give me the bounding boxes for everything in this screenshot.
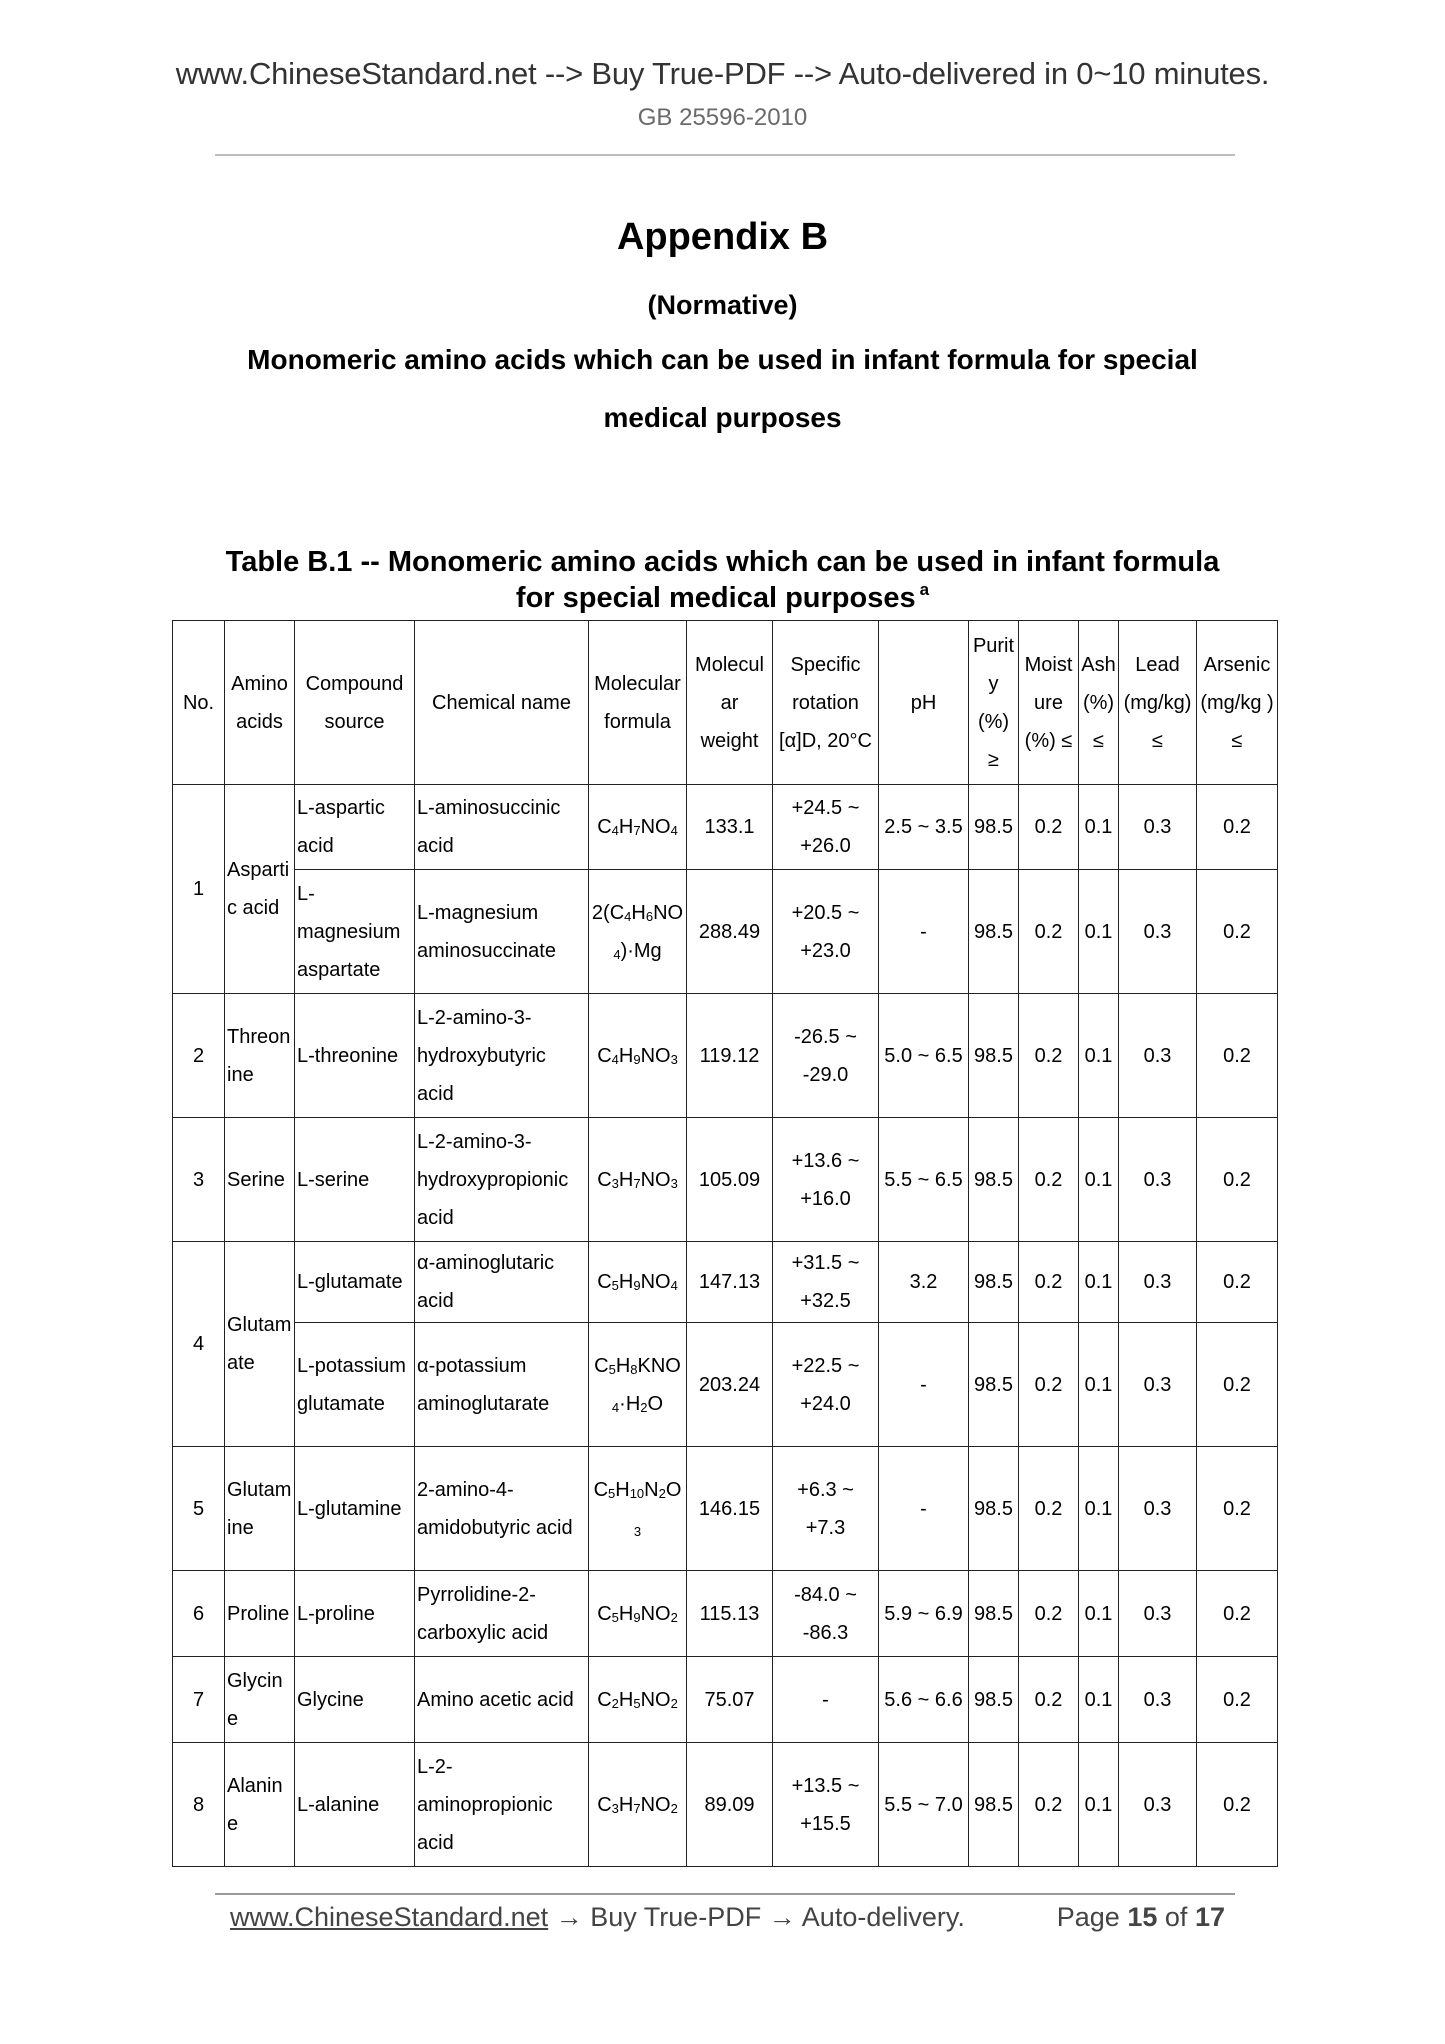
- cell-ph: 2.5 ~ 3.5: [879, 785, 969, 870]
- col-header-molecular-weight: Molecul ar weight: [687, 621, 773, 785]
- cell-chemical-name: L-aminosuccinic acid: [415, 785, 589, 870]
- cell-chemical-name: L-2-aminopropionic acid: [415, 1743, 589, 1867]
- cell-chemical-name: 2-amino-4-amidobutyric acid: [415, 1447, 589, 1571]
- cell-weight: 119.12: [687, 994, 773, 1118]
- cell-formula: $C_2H_5NO_2$: [589, 1657, 687, 1743]
- cell-purity: 98.5: [969, 1118, 1019, 1242]
- table-caption-text: for special medical purposes: [515, 582, 916, 614]
- cell-ash: 0.1: [1079, 1242, 1119, 1323]
- cell-chemical-name: Pyrrolidine-2-carboxylic acid: [415, 1571, 589, 1657]
- cell-rotation: +13.6 ~ +16.0: [773, 1118, 879, 1242]
- arrow-right-icon: →: [555, 1902, 583, 1932]
- cell-arsenic: 0.2: [1197, 1743, 1278, 1867]
- table-row: [173, 1323, 1278, 1447]
- cell-moisture: 0.2: [1019, 994, 1079, 1118]
- cell-purity: 98.5: [969, 785, 1019, 870]
- appendix-title: Appendix B: [616, 216, 829, 258]
- cell-weight: 75.07: [687, 1657, 773, 1743]
- cell-purity: 98.5: [969, 1447, 1019, 1571]
- cell-chemical-name: L-2-amino-3-hydroxypropionic acid: [415, 1118, 589, 1242]
- cell-no: 5: [173, 1447, 225, 1571]
- cell-weight: 146.15: [687, 1447, 773, 1571]
- arrow-right-icon: →: [768, 1902, 796, 1932]
- cell-formula: $C_3H_7NO_3$: [589, 1118, 687, 1242]
- cell-compound-source: L-proline: [295, 1571, 415, 1657]
- col-header-no: No.: [173, 621, 225, 785]
- table-row: [173, 785, 1278, 870]
- col-header-molecular-formula: Molecular formula: [589, 621, 687, 785]
- cell-no: 8: [173, 1743, 225, 1867]
- footer-divider: [215, 1893, 1235, 1895]
- cell-amino-acid: Proline: [225, 1571, 295, 1657]
- cell-lead: 0.3: [1119, 1447, 1197, 1571]
- cell-arsenic: 0.2: [1197, 994, 1278, 1118]
- cell-arsenic: 0.2: [1197, 870, 1278, 994]
- cell-moisture: 0.2: [1019, 1571, 1079, 1657]
- cell-ash: 0.1: [1079, 1743, 1119, 1867]
- table-footnote-mark: a: [919, 580, 930, 599]
- cell-ph: 5.0 ~ 6.5: [879, 994, 969, 1118]
- cell-formula: $C_5H_9NO_2$: [589, 1571, 687, 1657]
- footer-site-link[interactable]: www.ChineseStandard.net: [230, 1902, 549, 1932]
- table-row: [173, 1571, 1278, 1657]
- cell-lead: 0.3: [1119, 870, 1197, 994]
- cell-rotation: +22.5 ~ +24.0: [773, 1323, 879, 1447]
- cell-rotation: +31.5 ~ +32.5: [773, 1242, 879, 1323]
- cell-arsenic: 0.2: [1197, 1447, 1278, 1571]
- cell-arsenic: 0.2: [1197, 1242, 1278, 1323]
- col-header-chemical-name: Chemical name: [415, 621, 589, 785]
- cell-rotation: +6.3 ~ +7.3: [773, 1447, 879, 1571]
- cell-purity: 98.5: [969, 1743, 1019, 1867]
- cell-purity: 98.5: [969, 1242, 1019, 1323]
- cell-rotation: -: [773, 1657, 879, 1743]
- table-caption-line2: [0, 582, 1445, 615]
- cell-arsenic: 0.2: [1197, 1118, 1278, 1242]
- cell-formula: $C_4H_9NO_3$: [589, 994, 687, 1118]
- amino-acids-table: [172, 620, 1278, 1867]
- cell-amino-acid: Threonine: [225, 994, 295, 1118]
- col-header-ash: Ash (%) ≤: [1079, 621, 1119, 785]
- cell-compound-source: Glycine: [295, 1657, 415, 1743]
- cell-ph: 5.6 ~ 6.6: [879, 1657, 969, 1743]
- cell-formula: $C_5H_8KNO_4\cdot H_2O$: [589, 1323, 687, 1447]
- appendix-heading-line1: Monomeric amino acids which can be used in infant formula for special: [247, 344, 1198, 375]
- cell-lead: 0.3: [1119, 1242, 1197, 1323]
- cell-no: 7: [173, 1657, 225, 1743]
- table-row: [173, 1657, 1278, 1743]
- cell-ash: 0.1: [1079, 994, 1119, 1118]
- table-row: [173, 1743, 1278, 1867]
- cell-amino-acid: Glycine: [225, 1657, 295, 1743]
- cell-compound-source: L-aspartic acid: [295, 785, 415, 870]
- cell-moisture: 0.2: [1019, 1657, 1079, 1743]
- header-banner: www.ChineseStandard.net --> Buy True-PDF --> Auto-delivered in 0~10 minutes.: [175, 56, 1270, 91]
- table-row: [173, 870, 1278, 994]
- cell-ph: 5.5 ~ 6.5: [879, 1118, 969, 1242]
- col-header-purity: Purit y (%) ≥: [969, 621, 1019, 785]
- cell-purity: 98.5: [969, 870, 1019, 994]
- cell-ph: -: [879, 1447, 969, 1571]
- cell-ash: 0.1: [1079, 785, 1119, 870]
- cell-purity: 98.5: [969, 1571, 1019, 1657]
- cell-rotation: +24.5 ~ +26.0: [773, 785, 879, 870]
- col-header-amino-acids: Amino acids: [225, 621, 295, 785]
- footer-delivery-text: Auto-delivery.: [801, 1902, 965, 1932]
- cell-moisture: 0.2: [1019, 1447, 1079, 1571]
- cell-no: 6: [173, 1571, 225, 1657]
- cell-ph: 5.9 ~ 6.9: [879, 1571, 969, 1657]
- cell-rotation: -84.0 ~ -86.3: [773, 1571, 879, 1657]
- cell-ash: 0.1: [1079, 1118, 1119, 1242]
- cell-ash: 0.1: [1079, 1657, 1119, 1743]
- page-current: 15: [1127, 1902, 1158, 1932]
- cell-ph: 5.5 ~ 7.0: [879, 1743, 969, 1867]
- cell-no: 2: [173, 994, 225, 1118]
- col-header-moisture: Moist ure (%) ≤: [1019, 621, 1079, 785]
- col-header-arsenic: Arsenic (mg/kg ) ≤: [1197, 621, 1278, 785]
- cell-moisture: 0.2: [1019, 870, 1079, 994]
- cell-ph: -: [879, 1323, 969, 1447]
- cell-moisture: 0.2: [1019, 1323, 1079, 1447]
- cell-lead: 0.3: [1119, 1571, 1197, 1657]
- normative-label: (Normative): [647, 290, 798, 320]
- cell-rotation: -26.5 ~ -29.0: [773, 994, 879, 1118]
- cell-compound-source: L-alanine: [295, 1743, 415, 1867]
- cell-arsenic: 0.2: [1197, 785, 1278, 870]
- cell-ash: 0.1: [1079, 870, 1119, 994]
- cell-formula: $C_3H_7NO_2$: [589, 1743, 687, 1867]
- table-header-row: [173, 621, 1278, 785]
- page-of: of: [1164, 1902, 1188, 1932]
- cell-rotation: +20.5 ~ +23.0: [773, 870, 879, 994]
- cell-moisture: 0.2: [1019, 1743, 1079, 1867]
- cell-rotation: +13.5 ~ +15.5: [773, 1743, 879, 1867]
- cell-lead: 0.3: [1119, 1657, 1197, 1743]
- cell-weight: 133.1: [687, 785, 773, 870]
- cell-ash: 0.1: [1079, 1571, 1119, 1657]
- cell-amino-acid: Alanine: [225, 1743, 295, 1867]
- cell-chemical-name: α-potassium aminoglutarate: [415, 1323, 589, 1447]
- cell-chemical-name: L-2-amino-3-hydroxybutyric acid: [415, 994, 589, 1118]
- cell-moisture: 0.2: [1019, 785, 1079, 870]
- cell-formula: $C_5H_{10}N_2O_3$: [589, 1447, 687, 1571]
- cell-amino-acid: Serine: [225, 1118, 295, 1242]
- footer-buy-text: Buy True-PDF: [590, 1902, 762, 1932]
- cell-chemical-name: Amino acetic acid: [415, 1657, 589, 1743]
- table-row: [173, 994, 1278, 1118]
- cell-amino-acid: Glutamate: [225, 1242, 295, 1447]
- cell-formula: $2(C_4H_6NO_4)\cdot Mg$: [589, 870, 687, 994]
- page-total: 17: [1194, 1902, 1225, 1932]
- cell-compound-source: L-glutamine: [295, 1447, 415, 1571]
- header-divider: [215, 154, 1235, 156]
- page-label: Page: [1056, 1902, 1120, 1932]
- table-row: [173, 1118, 1278, 1242]
- cell-arsenic: 0.2: [1197, 1323, 1278, 1447]
- cell-weight: 89.09: [687, 1743, 773, 1867]
- appendix-heading-line2: medical purposes: [603, 402, 842, 433]
- cell-purity: 98.5: [969, 994, 1019, 1118]
- col-header-ph: pH: [879, 621, 969, 785]
- cell-lead: 0.3: [1119, 1743, 1197, 1867]
- cell-compound-source: L-glutamate: [295, 1242, 415, 1323]
- table-caption-line1: Table B.1 -- Monomeric amino acids which can be used in infant formula: [225, 546, 1220, 578]
- cell-chemical-name: α-aminoglutaric acid: [415, 1242, 589, 1323]
- cell-compound-source: L-threonine: [295, 994, 415, 1118]
- cell-purity: 98.5: [969, 1657, 1019, 1743]
- cell-amino-acid: Glutamine: [225, 1447, 295, 1571]
- cell-amino-acid: Aspartic acid: [225, 785, 295, 994]
- cell-no: 4: [173, 1242, 225, 1447]
- cell-ash: 0.1: [1079, 1323, 1119, 1447]
- standard-number: GB 25596-2010: [637, 104, 808, 131]
- cell-formula: $C_4H_7NO_4$: [589, 785, 687, 870]
- cell-moisture: 0.2: [1019, 1118, 1079, 1242]
- cell-weight: 115.13: [687, 1571, 773, 1657]
- cell-lead: 0.3: [1119, 1323, 1197, 1447]
- col-header-specific-rotation: Specific rotation [α]D, 20°C: [773, 621, 879, 785]
- cell-lead: 0.3: [1119, 994, 1197, 1118]
- cell-ph: -: [879, 870, 969, 994]
- page-indicator: [1057, 1902, 1225, 1933]
- cell-ash: 0.1: [1079, 1447, 1119, 1571]
- cell-arsenic: 0.2: [1197, 1571, 1278, 1657]
- cell-no: 3: [173, 1118, 225, 1242]
- cell-compound-source: L-serine: [295, 1118, 415, 1242]
- cell-weight: 147.13: [687, 1242, 773, 1323]
- cell-chemical-name: L-magnesium aminosuccinate: [415, 870, 589, 994]
- page-footer: [230, 1902, 1225, 1933]
- cell-arsenic: 0.2: [1197, 1657, 1278, 1743]
- cell-ph: 3.2: [879, 1242, 969, 1323]
- col-header-lead: Lead (mg/kg) ≤: [1119, 621, 1197, 785]
- cell-formula: $C_5H_9NO_4$: [589, 1242, 687, 1323]
- col-header-compound-source: Compound source: [295, 621, 415, 785]
- cell-weight: 288.49: [687, 870, 773, 994]
- table-row: [173, 1447, 1278, 1571]
- cell-lead: 0.3: [1119, 1118, 1197, 1242]
- cell-compound-source: L-magnesium aspartate: [295, 870, 415, 994]
- cell-compound-source: L-potassium glutamate: [295, 1323, 415, 1447]
- cell-weight: 105.09: [687, 1118, 773, 1242]
- cell-weight: 203.24: [687, 1323, 773, 1447]
- cell-purity: 98.5: [969, 1323, 1019, 1447]
- table-row: [173, 1242, 1278, 1323]
- cell-lead: 0.3: [1119, 785, 1197, 870]
- cell-no: 1: [173, 785, 225, 994]
- cell-moisture: 0.2: [1019, 1242, 1079, 1323]
